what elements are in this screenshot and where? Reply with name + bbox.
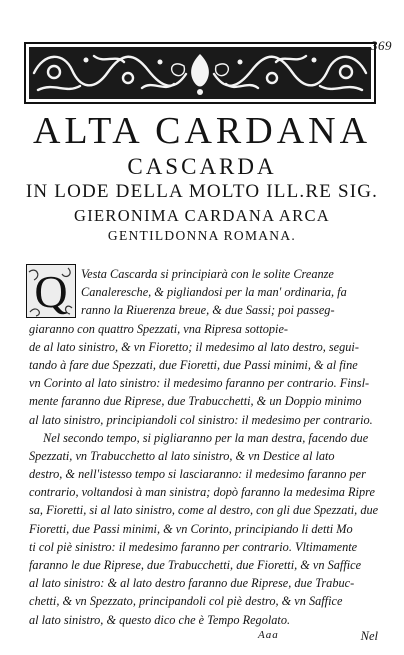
body-line: contrario, voltandosi à man sinistra; dopò faranno la medesima Ripre [29,485,375,500]
body-line: Vesta Cascarda si principiarà con le solite Creanze [81,267,334,281]
body-line: al lato sinistro, principiandoli col sinistro: il medesimo per contrario. [29,412,373,427]
dedication-line-3: GENTILDONNA ROMANA. [107,228,297,243]
page-number: 369 [371,38,392,53]
svg-text:Q: Q [34,266,68,317]
body-line: giaranno con quattro Spezzati, vna Ripresa sottopie- [29,321,289,336]
body-text [29,265,381,629]
body-line: sa, Fioretti, si al lato sinistro, come al destro, con gli due Spezzati, due [29,503,379,518]
body-line: Fioretti, due Passi minimi, & vn Corinto, principiando li detti Mo [29,521,353,536]
title-subtitle: CASCARDA [127,154,277,179]
body-line: destro, & nell'istesso tempo si lasciaranno: il medesimo faranno per [29,467,366,482]
title-main: ALTA CARDANA [32,110,372,152]
signature-mark: Aaa [258,629,279,641]
decorative-headpiece [24,42,376,104]
body-line: chetti, & vn Spezzato, principandoli col piè destro, & vn Saffice [29,594,343,609]
body-line: tando à fare due Spezzati, due Fioretti, due Passi minimi, & al fine [29,357,358,372]
body-line: ranno la Riuerenza breue, & due Sassi; poi passeg- [81,303,335,318]
dedication-line-1: IN LODE DELLA MOLTO ILL.RE SIG. [25,181,379,202]
body-line: mente faranno due Riprese, due Trabucchetti, & un Doppio minimo [29,394,362,409]
dedication-line-2: GIERONIMA CARDANA ARCA [74,206,330,225]
body-line: faranno le due Riprese, due Trabucchetti, due Fioretti, & vn Saffice [29,558,362,572]
body-line: Canaleresche, & pigliandosi per la man' ordinaria, fa [81,285,347,300]
body-line: vn Corinto al lato sinistro: il medesimo faranno per contrario. Finsl- [29,376,370,391]
body-line: al lato sinistro: & al lato destro faranno due Riprese, due Trabuc- [29,576,355,591]
body-line: Spezzati, vn Trabucchetto al lato sinistro, & vn Destice al lato [29,448,335,463]
body-line: de al lato sinistro, & vn Fioretto; il medesimo al lato destro, segui- [29,339,359,354]
body-line: Nel secondo tempo, si pigliaranno per la man destra, facendo due [43,430,369,445]
body-line: ti col piè sinistro: il medesimo faranno per contrario. Vltimamente [29,539,358,554]
catchword: Nel [360,629,378,643]
body-line: al lato sinistro, & questo dico che è Tempo Regolato. [29,612,291,627]
